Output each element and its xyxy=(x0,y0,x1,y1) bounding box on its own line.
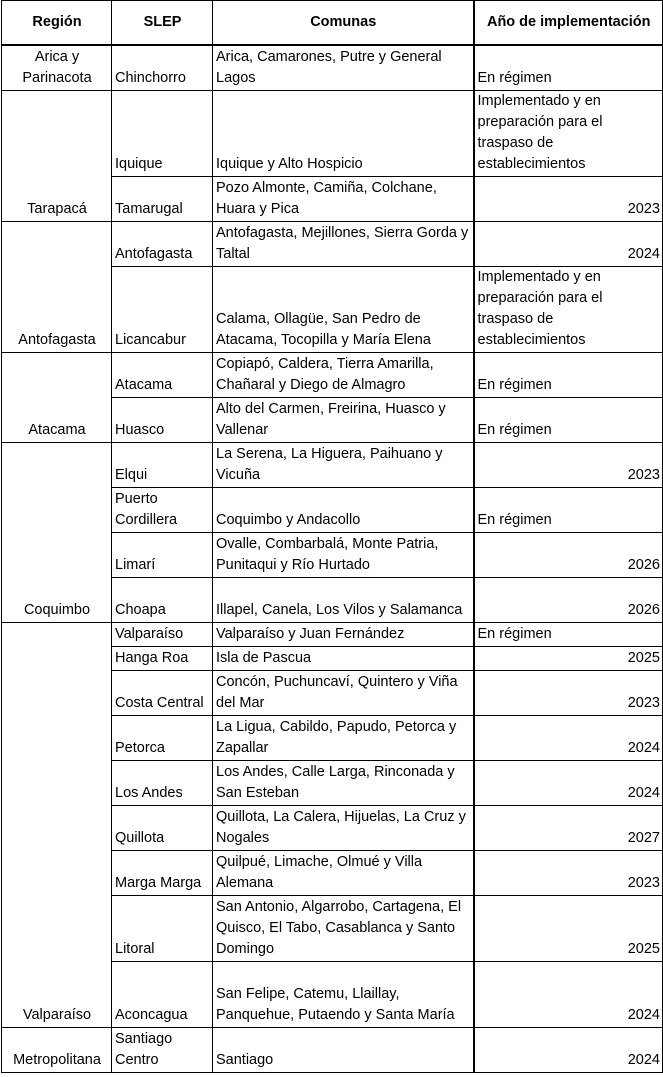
table-row xyxy=(2,1027,663,1072)
anio-cell: En régimen xyxy=(474,45,663,90)
region-cell: Arica y Parinacota xyxy=(2,45,112,90)
anio-cell: 2024 xyxy=(474,760,663,805)
slep-cell: Petorca xyxy=(112,715,213,760)
slep-cell: Tamarugal xyxy=(112,176,213,221)
comunas-cell: Pozo Almonte, Camiña, Colchane, Huara y Pica xyxy=(213,176,474,221)
comunas-cell: San Felipe, Catemu, Llaillay, Panquehue, Putaendo y Santa María xyxy=(213,961,474,1027)
table-row xyxy=(2,90,663,176)
anio-cell: Implementado y en preparación para el traspaso de establecimientos xyxy=(474,266,663,352)
table-row xyxy=(2,352,663,397)
comunas-cell: La Ligua, Cabildo, Papudo, Petorca y Zapallar xyxy=(213,715,474,760)
slep-cell: Los Andes xyxy=(112,760,213,805)
comunas-cell: Ovalle, Combarbalá, Monte Patria, Punitaqui y Río Hurtado xyxy=(213,532,474,577)
header-comunas: Comunas xyxy=(213,1,474,46)
slep-cell: Santiago Centro xyxy=(112,1027,213,1072)
anio-cell: En régimen xyxy=(474,352,663,397)
slep-cell: Licancabur xyxy=(112,266,213,352)
anio-cell: 2024 xyxy=(474,1027,663,1072)
comunas-cell: Illapel, Canela, Los Vilos y Salamanca xyxy=(213,577,474,622)
slep-cell: Choapa xyxy=(112,577,213,622)
slep-cell: Litoral xyxy=(112,895,213,961)
anio-cell: 2024 xyxy=(474,961,663,1027)
anio-cell: 2023 xyxy=(474,850,663,895)
slep-cell: Puerto Cordillera xyxy=(112,487,213,532)
slep-cell: Iquique xyxy=(112,90,213,176)
header-slep: SLEP xyxy=(112,1,213,46)
region-cell: Antofagasta xyxy=(2,221,112,352)
comunas-cell: Antofagasta, Mejillones, Sierra Gorda y Taltal xyxy=(213,221,474,266)
comunas-cell: Arica, Camarones, Putre y General Lagos xyxy=(213,45,474,90)
slep-table xyxy=(1,0,663,1073)
table-row xyxy=(2,221,663,266)
slep-cell: Chinchorro xyxy=(112,45,213,90)
comunas-cell: Quilpué, Limache, Olmué y Villa Alemana xyxy=(213,850,474,895)
comunas-cell: Iquique y Alto Hospicio xyxy=(213,90,474,176)
slep-cell: Hanga Roa xyxy=(112,646,213,670)
anio-cell: Implementado y en preparación para el traspaso de establecimientos xyxy=(474,90,663,176)
slep-cell: Elqui xyxy=(112,442,213,487)
region-cell: Coquimbo xyxy=(2,442,112,622)
slep-cell: Atacama xyxy=(112,352,213,397)
comunas-cell: Calama, Ollagüe, San Pedro de Atacama, Tocopilla y María Elena xyxy=(213,266,474,352)
comunas-cell: Quillota, La Calera, Hijuelas, La Cruz y Nogales xyxy=(213,805,474,850)
table-row xyxy=(2,622,663,646)
header-row xyxy=(2,1,663,46)
slep-cell: Aconcagua xyxy=(112,961,213,1027)
region-cell: Valparaíso xyxy=(2,622,112,1027)
anio-cell: 2023 xyxy=(474,176,663,221)
slep-cell: Huasco xyxy=(112,397,213,442)
anio-cell: 2025 xyxy=(474,646,663,670)
slep-cell: Antofagasta xyxy=(112,221,213,266)
anio-cell: 2026 xyxy=(474,577,663,622)
header-region: Región xyxy=(2,1,112,46)
slep-cell: Quillota xyxy=(112,805,213,850)
region-cell: Atacama xyxy=(2,352,112,442)
comunas-cell: Copiapó, Caldera, Tierra Amarilla, Chañaral y Diego de Almagro xyxy=(213,352,474,397)
slep-cell: Marga Marga xyxy=(112,850,213,895)
region-cell: Tarapacá xyxy=(2,90,112,221)
anio-cell: 2027 xyxy=(474,805,663,850)
comunas-cell: Santiago xyxy=(213,1027,474,1072)
slep-cell: Limarí xyxy=(112,532,213,577)
slep-cell: Costa Central xyxy=(112,670,213,715)
region-cell: Metropolitana xyxy=(2,1027,112,1072)
slep-cell: Valparaíso xyxy=(112,622,213,646)
anio-cell: 2025 xyxy=(474,895,663,961)
table-row xyxy=(2,442,663,487)
table-row xyxy=(2,45,663,90)
comunas-cell: La Serena, La Higuera, Paihuano y Vicuña xyxy=(213,442,474,487)
anio-cell: 2023 xyxy=(474,442,663,487)
anio-cell: 2024 xyxy=(474,221,663,266)
anio-cell: 2024 xyxy=(474,715,663,760)
header-anio: Año de implementación xyxy=(474,1,663,46)
anio-cell: 2026 xyxy=(474,532,663,577)
comunas-cell: San Antonio, Algarrobo, Cartagena, El Quisco, El Tabo, Casablanca y Santo Domingo xyxy=(213,895,474,961)
comunas-cell: Los Andes, Calle Larga, Rinconada y San Esteban xyxy=(213,760,474,805)
comunas-cell: Alto del Carmen, Freirina, Huasco y Vallenar xyxy=(213,397,474,442)
comunas-cell: Valparaíso y Juan Fernández xyxy=(213,622,474,646)
anio-cell: 2023 xyxy=(474,670,663,715)
anio-cell: En régimen xyxy=(474,487,663,532)
comunas-cell: Concón, Puchuncaví, Quintero y Viña del Mar xyxy=(213,670,474,715)
comunas-cell: Isla de Pascua xyxy=(213,646,474,670)
comunas-cell: Coquimbo y Andacollo xyxy=(213,487,474,532)
anio-cell: En régimen xyxy=(474,397,663,442)
anio-cell: En régimen xyxy=(474,622,663,646)
